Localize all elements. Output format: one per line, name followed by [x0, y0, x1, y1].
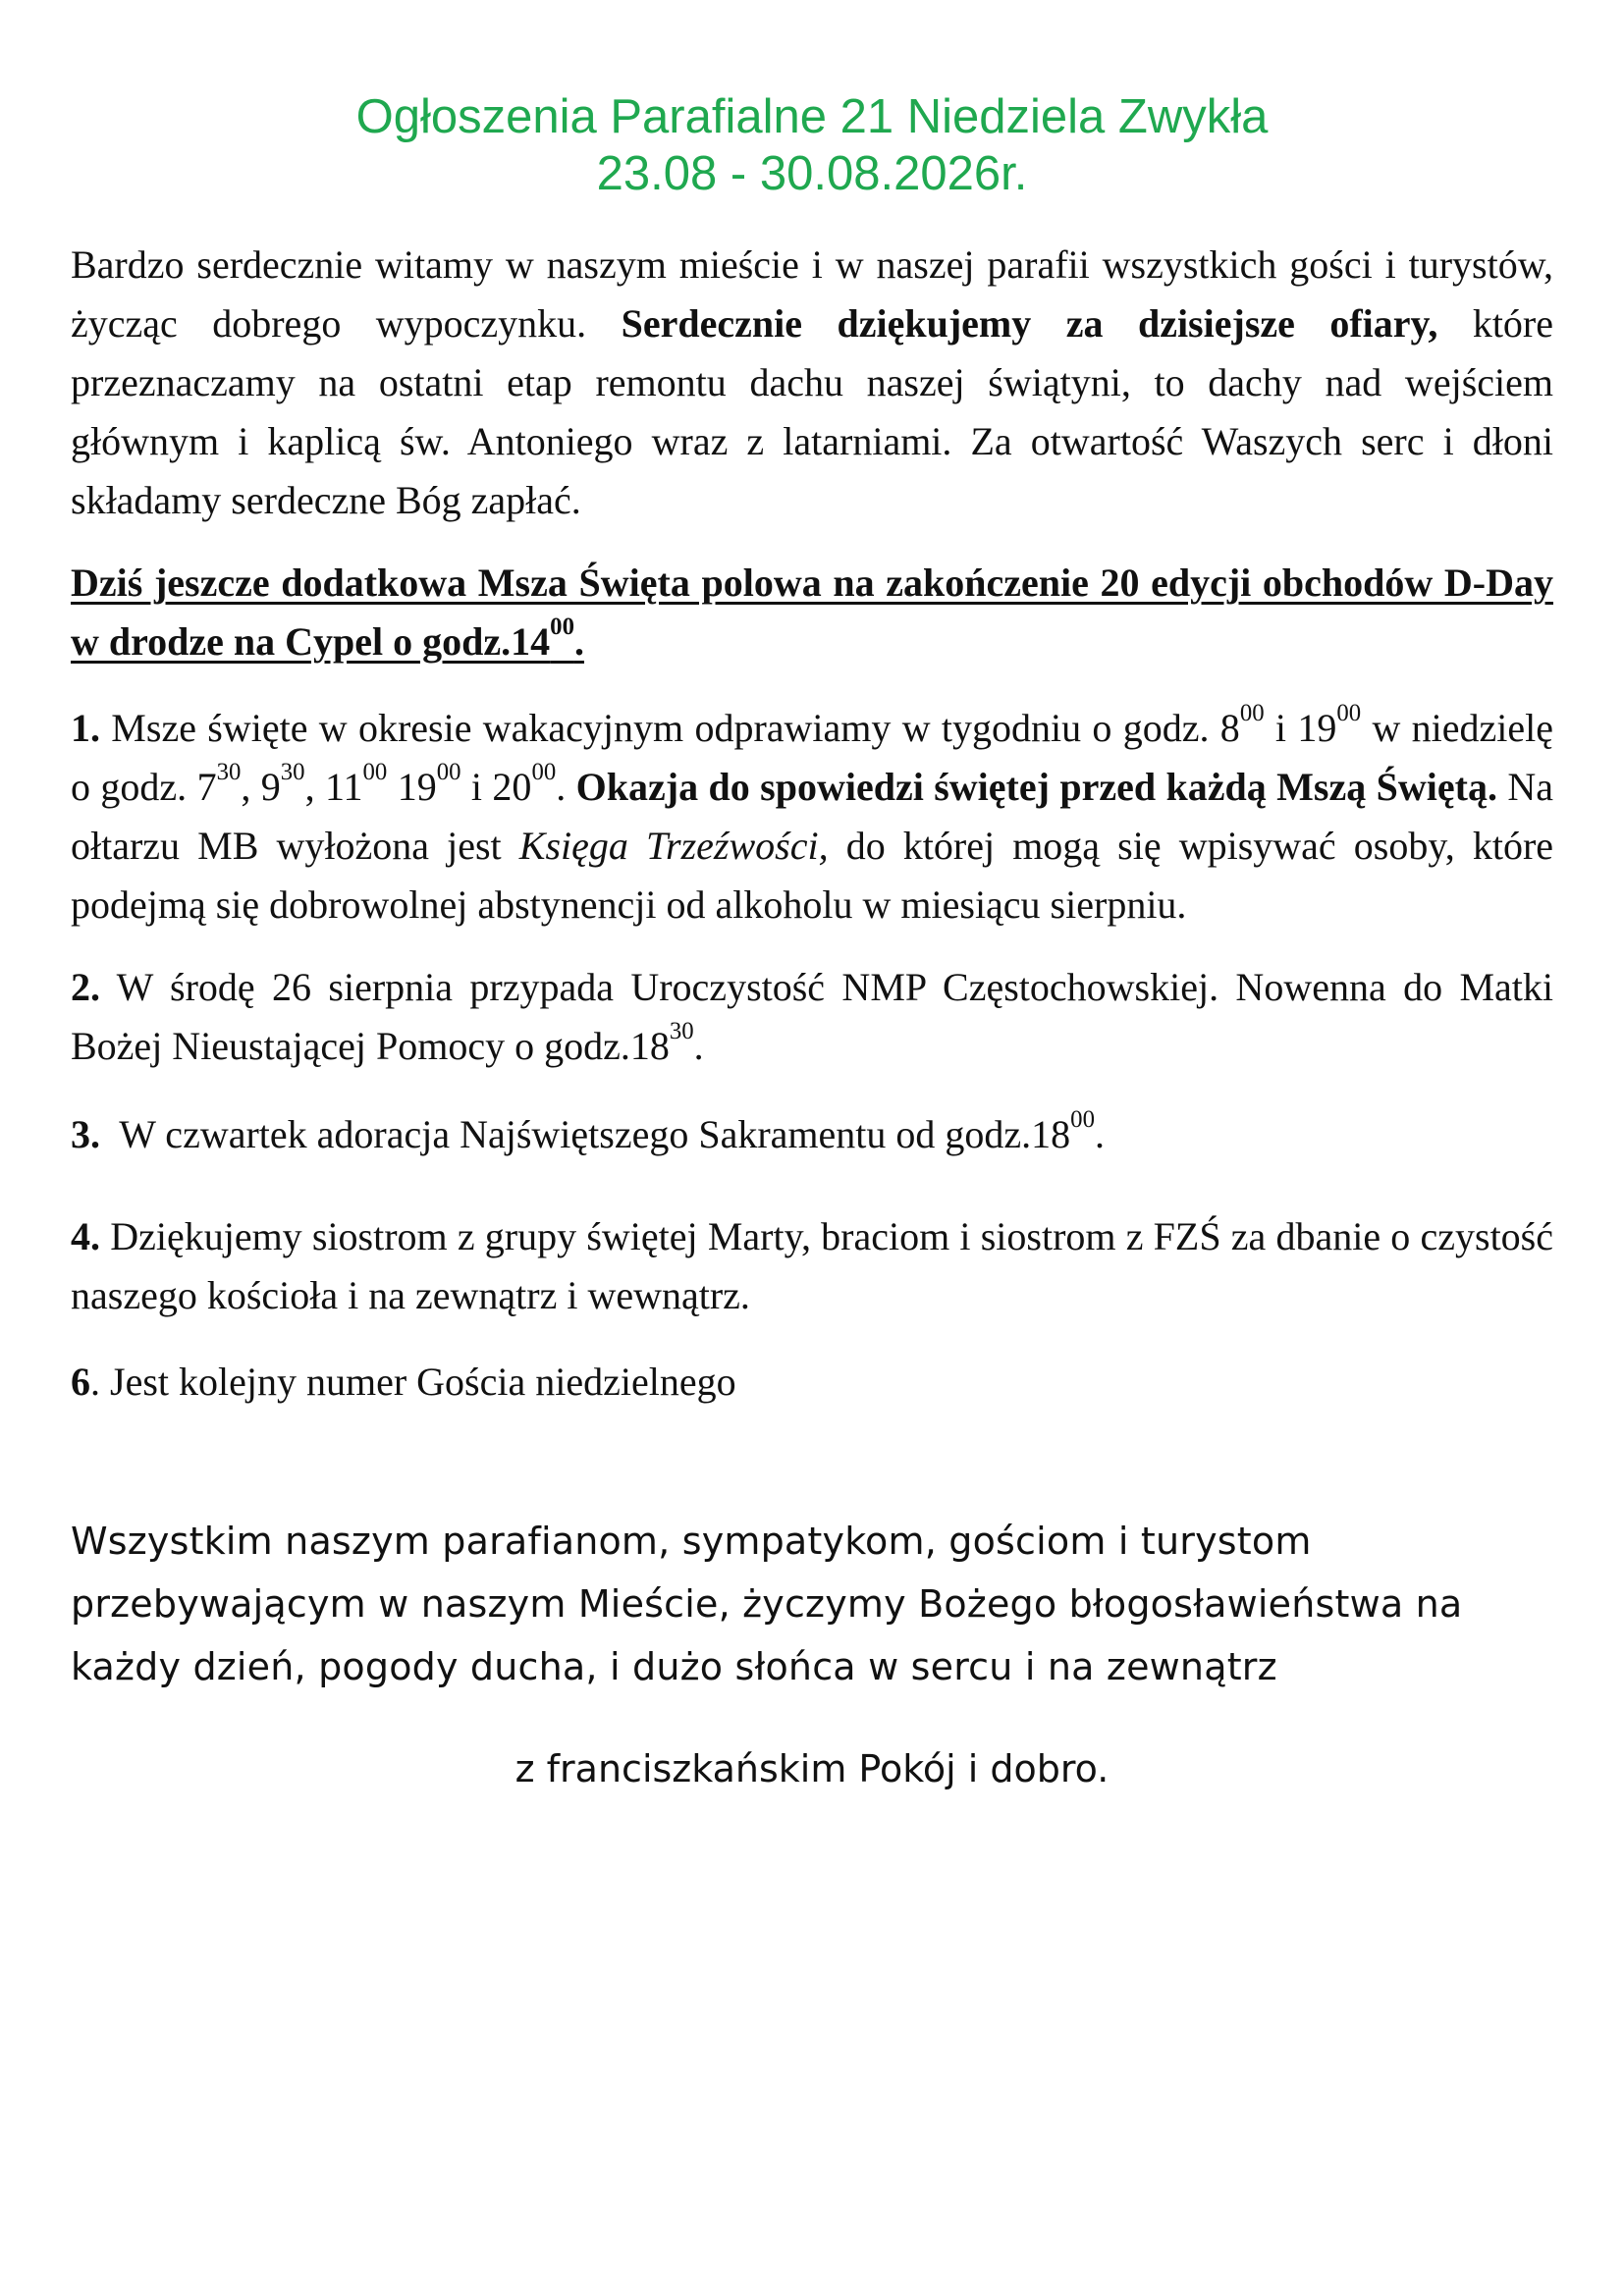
item-1-text: Msze święte w okresie wakacyjnym odprawiamy w tygodniu o godz. 8	[100, 706, 1240, 750]
item-1-text: w niedzielę o godz. 7	[71, 706, 1553, 809]
item-number: 1.	[71, 706, 100, 750]
item-1-text: , 11	[304, 765, 363, 809]
item-1-time-sup: 00	[1239, 699, 1265, 726]
item-1-time-sup: 00	[362, 758, 388, 785]
item-number: 3.	[71, 1112, 100, 1156]
item-1-text: .	[556, 765, 576, 809]
today-mass-notice	[71, 554, 1553, 671]
announcement-item-3	[71, 1105, 1553, 1164]
item-1-time-sup: 00	[436, 758, 461, 785]
item-6-text: . Jest kolejny numer Gościa niedzielnego	[90, 1360, 736, 1404]
page-title: Ogłoszenia Parafialne 21 Niedziela Zwykła	[355, 90, 1269, 143]
item-1-text: i 19	[1264, 706, 1337, 750]
date-range: 23.08 - 30.08.2026r.	[596, 147, 1028, 200]
item-number: 2.	[71, 965, 100, 1009]
item-3-end: .	[1094, 1112, 1105, 1156]
announcement-item-1	[71, 699, 1553, 934]
item-2-end: .	[693, 1024, 704, 1068]
item-1-text: 19	[387, 765, 437, 809]
today-mass-text: Dziś jeszcze dodatkowa Msza Święta polowa na zakończenie 20 edycji obchodów D-Day w drodze na Cypel o godz.14	[71, 561, 1553, 664]
today-mass-end: .	[573, 619, 584, 664]
item-2-text: W środę 26 sierpnia przypada Uroczystość NMP Częstochowskiej. Nowenna do Matki Bożej Nieustającej Pomocy o godz.18	[71, 965, 1553, 1068]
item-1-time-sup: 30	[216, 758, 242, 785]
item-3-text: W czwartek adoracja Najświętszego Sakramentu od godz.18	[100, 1112, 1071, 1156]
item-1-text: Na ołtarzu MB wyłożona jest	[71, 765, 1553, 868]
item-1-time-sup: 00	[1336, 699, 1362, 726]
item-4-text: Dziękujemy siostrom z grupy świętej Marty, braciom i siostrom z FZŚ za dbanie o czystość naszego kościoła i na zewnątrz i wewnątrz.	[71, 1214, 1553, 1317]
item-1-text: , 9	[241, 765, 281, 809]
closing-wishes: Wszystkim naszym parafianom, sympatykom, gościom i turystom przebywającym w naszym Mieście, życzymy Bożego błogosławieństwa na każdy dzień, pogody ducha, i dużo słońca w sercu i na zewnątrz	[71, 1520, 1463, 1688]
item-number: 6	[71, 1360, 90, 1404]
intro-thanks-bold: Serdecznie dziękujemy za dzisiejsze ofiary,	[621, 301, 1438, 346]
intro-text: Bardzo serdecznie witamy w naszym mieście i w naszej parafii wszystkich gości i turystów, życząc dobrego wypoczynku.	[71, 242, 1553, 346]
item-1-text: i 20	[460, 765, 532, 809]
item-1-time-sup: 00	[531, 758, 557, 785]
item-3-time-sup: 00	[1070, 1105, 1095, 1133]
today-mass-time-sup: 00	[550, 613, 574, 640]
intro-text-end: które przeznaczamy na ostatni etap remontu dachu naszej świątyni, to dachy nad wejściem głównym i kaplicą św. Antoniego wraz z latarniami. Za otwartość Waszych serc i dłoni składamy serdeczne Bóg zapłać.	[71, 301, 1553, 522]
franciscan-blessing: z franciszkańskim Pokój i dobro.	[514, 1747, 1110, 1790]
announcement-item-2	[71, 958, 1553, 1076]
confession-notice-bold: Okazja do spowiedzi świętej przed każdą Mszą Świętą.	[575, 765, 1497, 809]
item-1-time-sup: 30	[280, 758, 305, 785]
intro-paragraph	[71, 236, 1553, 530]
item-number: 4.	[71, 1214, 100, 1258]
announcement-item-6	[71, 1353, 1553, 1412]
book-of-sobriety-italic: Księga Trzeźwości,	[518, 824, 829, 868]
item-1-text: do której mogą się wpisywać osoby, które podejmą się dobrowolnej abstynencji od alkoholu w miesiącu sierpniu.	[71, 824, 1554, 927]
item-2-time-sup: 30	[669, 1017, 694, 1044]
announcement-item-4	[71, 1207, 1553, 1325]
